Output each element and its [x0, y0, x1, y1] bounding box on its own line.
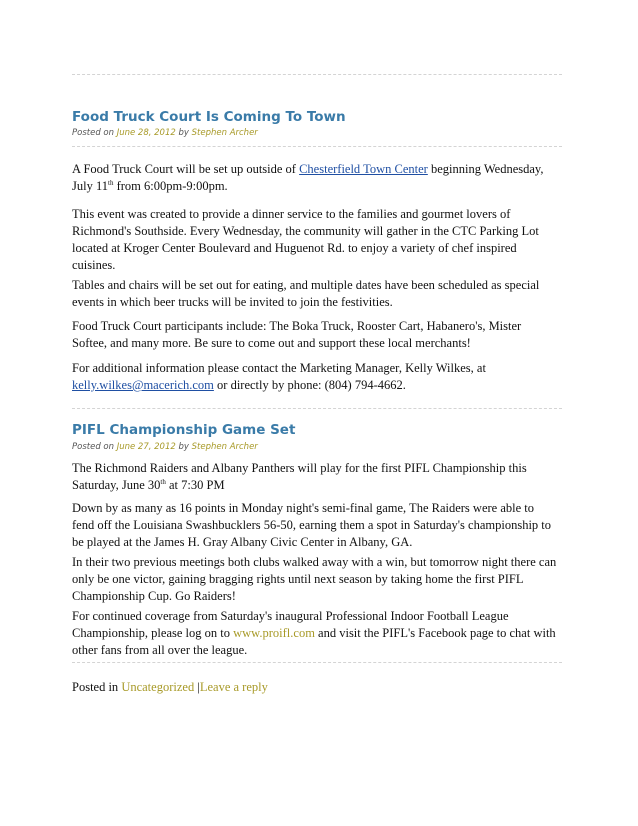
text-line: Championship Cup. Go Raiders! — [72, 589, 236, 603]
text-line: located at Kroger Center Boulevard and Huguenot Rd. to enjoy a variety of chef inspired — [72, 241, 517, 255]
text-line: other fans from all over the league. — [72, 643, 248, 657]
text-line: cuisines. — [72, 258, 116, 272]
paragraph — [72, 318, 564, 352]
text-line: For continued coverage from Saturday's inaugural Professional Indoor Football League — [72, 609, 509, 623]
text: beginning Wednesday, — [427, 162, 544, 176]
separator: | — [197, 680, 200, 694]
text-line: events in which beer trucks will be invited to join the festivities. — [72, 295, 393, 309]
post-footer — [72, 680, 268, 695]
text-line: Down by as many as 16 points in Monday night's semi-final game, The Raiders were able to — [72, 501, 534, 515]
leave-reply-link[interactable]: Leave a reply — [199, 680, 268, 694]
post-meta — [72, 442, 258, 452]
post-meta — [72, 128, 258, 138]
text-line: Food Truck Court participants include: The Boka Truck, Rooster Cart, Habanero's, Mister — [72, 319, 522, 333]
author-link[interactable]: Stephen Archer — [191, 442, 258, 452]
divider — [72, 408, 562, 409]
text-line: Tables and chairs will be set out for eating, and multiple dates have been scheduled as special — [72, 278, 540, 292]
superscript: th — [108, 178, 114, 187]
text: or directly by phone: (804) 794-4662. — [213, 378, 406, 392]
text-line: be played at the James H. Gray Albany Civic Center in Albany, GA. — [72, 535, 413, 549]
text-line: Softee, and many more. Be sure to come out and support these local merchants! — [72, 336, 471, 350]
post-title[interactable]: Food Truck Court Is Coming To Town — [72, 109, 346, 125]
text: July 11 — [72, 179, 108, 193]
paragraph — [72, 500, 564, 551]
paragraph — [72, 206, 564, 274]
text: and visit the PIFL's Facebook page to chat with — [314, 626, 556, 640]
divider-top — [72, 74, 562, 75]
text-line: fend off the Louisiana Swashbucklers 56-50, earning them a spot in Saturday's championship to — [72, 518, 552, 532]
email-link[interactable]: kelly.wilkes@macerich.com — [72, 378, 214, 392]
text: Championship, please log on to — [72, 626, 234, 640]
proifl-link[interactable]: www.proifl.com — [233, 626, 315, 640]
paragraph — [72, 277, 564, 311]
text-line: Richmond's Southside. Every Wednesday, the community will gather in the CTC Parking Lot — [72, 224, 539, 238]
divider — [72, 146, 562, 147]
text-line: The Richmond Raiders and Albany Panthers will play for the first PIFL Championship this — [72, 461, 527, 475]
chesterfield-town-center-link[interactable]: Chesterfield Town Center — [299, 162, 428, 176]
posted-on-label: Posted on — [72, 442, 115, 452]
paragraph — [72, 554, 564, 605]
paragraph — [72, 460, 564, 494]
text-line: For additional information please contact the Marketing Manager, Kelly Wilkes, at — [72, 361, 486, 375]
text: A Food Truck Court will be set up outside of — [72, 162, 300, 176]
divider — [72, 662, 562, 663]
author-link[interactable]: Stephen Archer — [191, 128, 258, 138]
paragraph — [72, 608, 564, 659]
text-line: This event was created to provide a dinner service to the families and gourmet lovers of — [72, 207, 511, 221]
text: from 6:00pm-9:00pm. — [113, 179, 228, 193]
by-label: by — [178, 442, 189, 452]
by-label: by — [178, 128, 189, 138]
paragraph — [72, 360, 564, 394]
superscript: th — [160, 477, 166, 486]
paragraph — [72, 161, 564, 195]
posted-in-label: Posted in — [72, 680, 119, 694]
text: at 7:30 PM — [165, 478, 225, 492]
text-line: only be one victor, gaining bragging rights until next season by taking home the first PIFL — [72, 572, 524, 586]
text: Saturday, June 30 — [72, 478, 161, 492]
category-link[interactable]: Uncategorized — [121, 680, 195, 694]
posted-on-label: Posted on — [72, 128, 115, 138]
post-date-link[interactable]: June 28, 2012 — [116, 128, 176, 138]
post-title[interactable]: PIFL Championship Game Set — [72, 422, 296, 438]
text-line: In their two previous meetings both clubs walked away with a win, but tomorrow night there can — [72, 555, 557, 569]
post-date-link[interactable]: June 27, 2012 — [116, 442, 176, 452]
